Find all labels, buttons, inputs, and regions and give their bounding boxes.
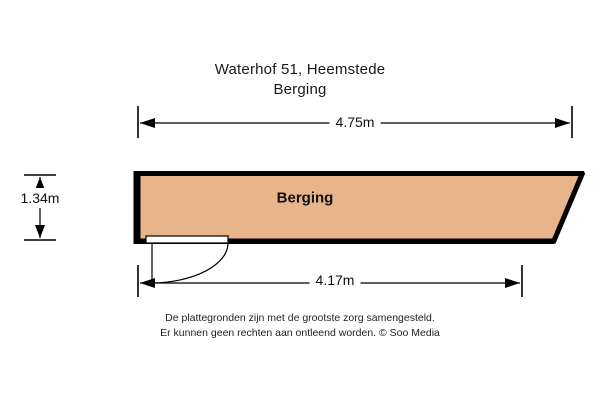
room-berging (136, 171, 583, 244)
dimension-label-top: 4.75m (330, 114, 381, 130)
title-address: Waterhof 51, Heemstede (214, 61, 386, 78)
room-label-berging: Berging (276, 189, 334, 207)
title-subject: Berging (273, 81, 327, 99)
disclaimer (0, 311, 600, 341)
dimension-label-bottom: 4.17m (310, 272, 361, 288)
dimension-label-left: 1.34m (20, 190, 60, 206)
door-swing-icon (146, 236, 228, 283)
disclaimer-line-1: De plattegronden zijn met de grootste zorg samengesteld. (165, 312, 435, 324)
disclaimer-line-2: Er kunnen geen rechten aan ontleend worden. © Soo Media (160, 327, 440, 340)
